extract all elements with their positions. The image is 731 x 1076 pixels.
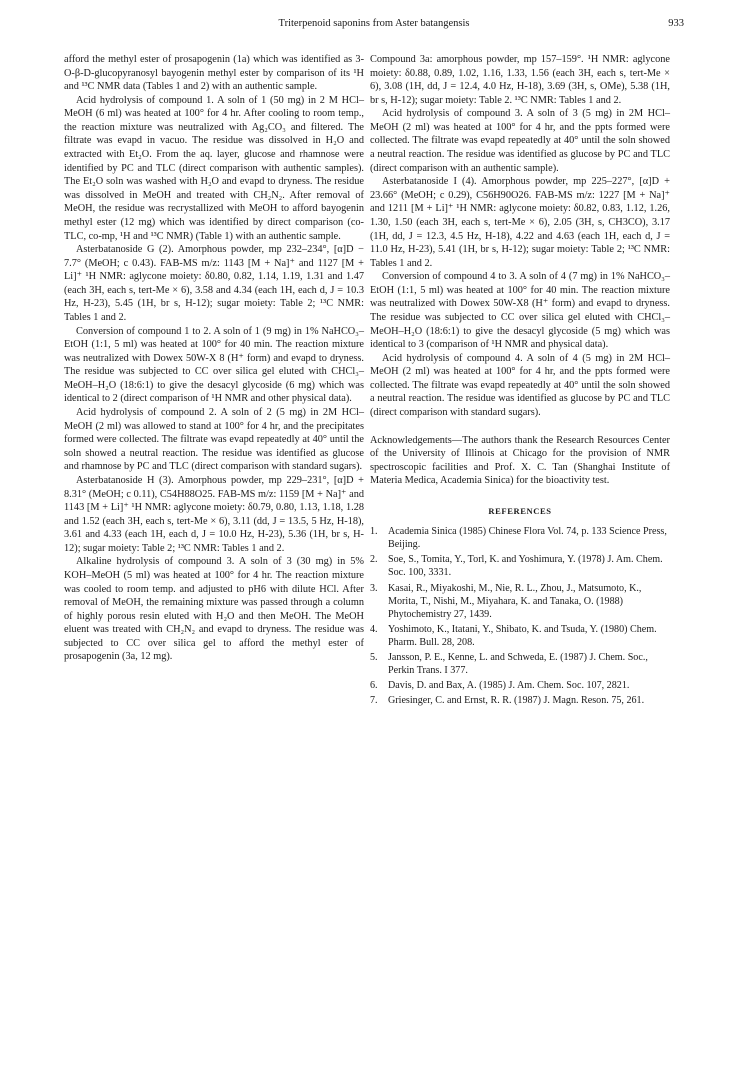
reference-item xyxy=(370,651,670,677)
reference-item xyxy=(370,553,670,579)
paragraph: Alkaline hydrolysis of compound 3. A soln of 3 (30 mg) in 5% KOH–MeOH (5 ml) was heated at 100° for 4 hr. The reaction mixture was cooled to room temp. and adjusted to pH6 with dilute HCl. After removal of MeOH, the remaining mixture was passed through a column of highly porous resin eluted with H₂O and then MeOH. The MeOH eluent was treated with CH₂N₂ and evapd to dryness. The residue was subjected to CC over silica gel to afford the methyl ester of prosapogenin (3a, 12 mg). xyxy=(64,556,364,663)
reference-text: Jansson, P. E., Kenne, L. and Schweda, E. (1987) J. Chem. Soc., Perkin Trans. I 377. xyxy=(388,652,648,677)
reference-number: 1. xyxy=(370,526,378,538)
reference-text: Yoshimoto, K., Itatani, Y., Shibato, K. and Tsuda, Y. (1980) Chem. Pharm. Bull. 28, 208. xyxy=(388,623,657,649)
reference-text: Griesinger, C. and Ernst, R. R. (1987) J. Magn. Reson. 75, 261. xyxy=(388,695,645,707)
reference-item xyxy=(370,679,670,692)
paragraph: Conversion of compound 4 to 3. A soln of 4 (7 mg) in 1% NaHCO₃–EtOH (1:1, 5 ml) was heated at 100° for 40 min. The reaction mixture was neutralized with Dowex 50W-X8 (H⁺ form) and evapd to dryness. The residue was subjected to CC over silica gel eluted with CHCl₃–MeOH–H₂O (18:6:1) to give the desacyl glycoside (5 mg) which was identical to 3 (comparison of ¹H NMR and physical data). xyxy=(370,271,670,351)
paragraph: afford the methyl ester of prosapogenin (1a) which was identified as 3-O-β-D-glucopyranosyl bayogenin methyl ester by comparison of its ¹H and ¹³C NMR data (Tables 1 and 2) with an authentic sample. xyxy=(64,54,364,93)
reference-text: Soe, S., Tomita, Y., Torl, K. and Yoshimura, Y. (1978) J. Am. Chem. Soc. 100, 3331. xyxy=(388,554,663,579)
reference-item xyxy=(370,623,670,649)
reference-item xyxy=(370,694,670,707)
page-number: 933 xyxy=(668,18,684,29)
paragraph: Acid hydrolysis of compound 3. A soln of 3 (5 mg) in 2M HCl–MeOH (2 ml) was heated at 100° for 4 hr, and the ppts formed were collected. The filtrate was evapd repeatedly at 40° until the soln showed a neutral reaction. The residue was identified as glucose by PC and TLC (direct comparison with an authentic sample). xyxy=(370,108,670,174)
reference-number: 7. xyxy=(370,695,378,707)
paragraph: Conversion of compound 1 to 2. A soln of 1 (9 mg) in 1% NaHCO₃–EtOH (1:1, 5 ml) was heated at 100° for 40 min. The reaction mixture was neutralized with Dowex 50W-X 8 (H⁺ form) and evapd to dryness. The residue was subjected to CC over silica gel eluted with CHCl₃–MeOH–H₂O (18:6:1) to give the desacyl glycoside (6 mg) which was identical to 2 (direct comparison of ¹H NMR and other physical data). xyxy=(64,325,364,405)
reference-item xyxy=(370,525,670,551)
reference-number: 3. xyxy=(370,582,378,594)
right-column xyxy=(370,53,670,710)
reference-number: 4. xyxy=(370,623,378,635)
page-header xyxy=(64,18,684,36)
reference-number: 2. xyxy=(370,554,378,566)
paragraph: Acid hydrolysis of compound 2. A soln of 2 (5 mg) in 2M HCl–MeOH (2 ml) was allowed to stand at 100° for 4 hr, and the precipitates formed were collected. The filtrate was evapd repeatedly at 40° until the soln showed a neutral reaction. The residue was identified as glucose and rhamnose by PC and TLC (direct comparison with standard sugars). xyxy=(64,407,364,473)
reference-number: 5. xyxy=(370,652,378,664)
reference-text: Academia Sinica (1985) Chinese Flora Vol. 74, p. 133 Science Press, Beijing. xyxy=(388,526,667,551)
references-list xyxy=(370,525,670,707)
reference-item xyxy=(370,582,670,621)
acknowledgements: Acknowledgements—The authors thank the Research Resources Center of the University of Illinois at Chicago for the provision of NMR spectroscopic facilities and Prof. X. C. Tan (Shanghai Institute of Materia Medica, Academia Sinica) for the bioactivity test. xyxy=(370,434,670,487)
paragraph: Acid hydrolysis of compound 1. A soln of 1 (50 mg) in 2 M HCl–MeOH (6 ml) was heated at 100° for 4 hr. After cooling to room temp., the reaction mixture was neutralized with Ag₂CO₃ and filtered. The filtrate was evapd in vacuo. The residue was dissolved in H₂O and extracted with Et₂O. From the aq. layer, glucose and rhamnose were identified by PC and TLC (direct comparison with authentic samples). The Et₂O soln was washed with H₂O and evapd to dryness. The residue was dissolved in MeOH and treated with CH₂N₂. After removal of MeOH, the residue was recrystallized with MeOH to afford bayogenin methyl ester (12 mg) which was identified by direct comparison (co-TLC, co-mp, ¹H and ¹³C NMR) (Table 1) with an authentic sample. xyxy=(64,94,364,242)
paragraph: Asterbatanoside H (3). Amorphous powder, mp 229–231°, [α]D + 8.31° (MeOH; c 0.11), C54H88O25. FAB-MS m/z: 1159 [M + Na]⁺ and 1143 [M + Li]⁺ ¹H NMR: aglycone moiety: δ0.79, 0.80, 1.13, 1.18, 1.28 and 1.52 (each 3H, each s, tert-Me × 6), 3.11 (dd, J = 13.5, 5 Hz, H-18), 3.61 and 4.33 (each 1H, each d, J = 10.0 Hz, H-23), 5.36 (1H, br s, H-12); sugar moiety: Table 2; ¹³C NMR: Tables 1 and 2. xyxy=(64,474,364,554)
reference-text: Davis, D. and Bax, A. (1985) J. Am. Chem. Soc. 107, 2821. xyxy=(388,680,630,692)
paragraph: Compound 3a: amorphous powder, mp 157–159°. ¹H NMR: aglycone moiety: δ0.88, 0.89, 1.02, 1.16, 1.33, 1.56 (each 3H, each s, tert-Me × 6), 3.08 (1H, dd, J = 12.4, 4.0 Hz, H-18), 3.69 (3H, s, OMe), 5.38 (1H, br s, H-12); sugar moiety: Table 2. ¹³C NMR: Tables 1 and 2. xyxy=(370,54,670,106)
running-title: Triterpenoid saponins from Aster batangensis xyxy=(278,18,470,29)
paragraph: Acid hydrolysis of compound 4. A soln of 4 (5 mg) in 2M HCl–MeOH (2 ml) was heated at 100° for 4 hr, and the ppts formed were collected. The filtrate was evapd repeatedly at 40° until the soln showed a neutral reaction. The residue was identified as glucose by PC and TLC (direct comparison with standard sugars). xyxy=(370,352,670,419)
paragraph: Asterbatanoside G (2). Amorphous powder, mp 232–234°, [α]D − 7.7° (MeOH; c 0.43). FAB-MS m/z: 1143 [M + Na]⁺ and 1127 [M + Li]⁺ ¹H NMR: aglycone moiety: δ0.80, 0.82, 1.14, 1.19, 1.31 and 1.47 (each 3H, each s, tert-Me × 6), 3.58 and 4.34 (each 1H, each d, J = 10.3 Hz, H-23), 5.45 (1H, br s, H-12); sugar moiety: Table 2; ¹³C NMR: Tables 1 and 2. xyxy=(64,244,364,323)
paragraph: Asterbatanoside I (4). Amorphous powder, mp 225–227°, [α]D + 23.66° (MeOH; c 0.29), C56H90O26. FAB-MS m/z: 1227 [M + Na]⁺ and 1211 [M + Li]⁺ ¹H NMR: aglycone moiety: δ0.82, 0.83, 1.12, 1.26, 1.30, 1.50 (each 3H, each s, tert-Me × 6), 2.05 (3H, s, CH3CO), 3.17 (1H, dd, J = 12.3, 4.5 Hz, H-18), 4.22 and 4.63 (each 1H, each d, J = 11.0 Hz, H-23), 5.41 (1H, br s, H-12); sugar moiety: Table 2; ¹³C NMR: Tables 1 and 2. xyxy=(370,176,670,269)
left-column xyxy=(64,53,364,664)
reference-number: 6. xyxy=(370,680,378,692)
references-heading: REFERENCES xyxy=(488,505,552,516)
reference-text: Kasai, R., Miyakoshi, M., Nie, R. L., Zhou, J., Matsumoto, K., Morita, T., Nishi, M., Miyahara, K. and Tanaka, O. (1988) Phytochemistry 27, 1439. xyxy=(388,582,642,620)
